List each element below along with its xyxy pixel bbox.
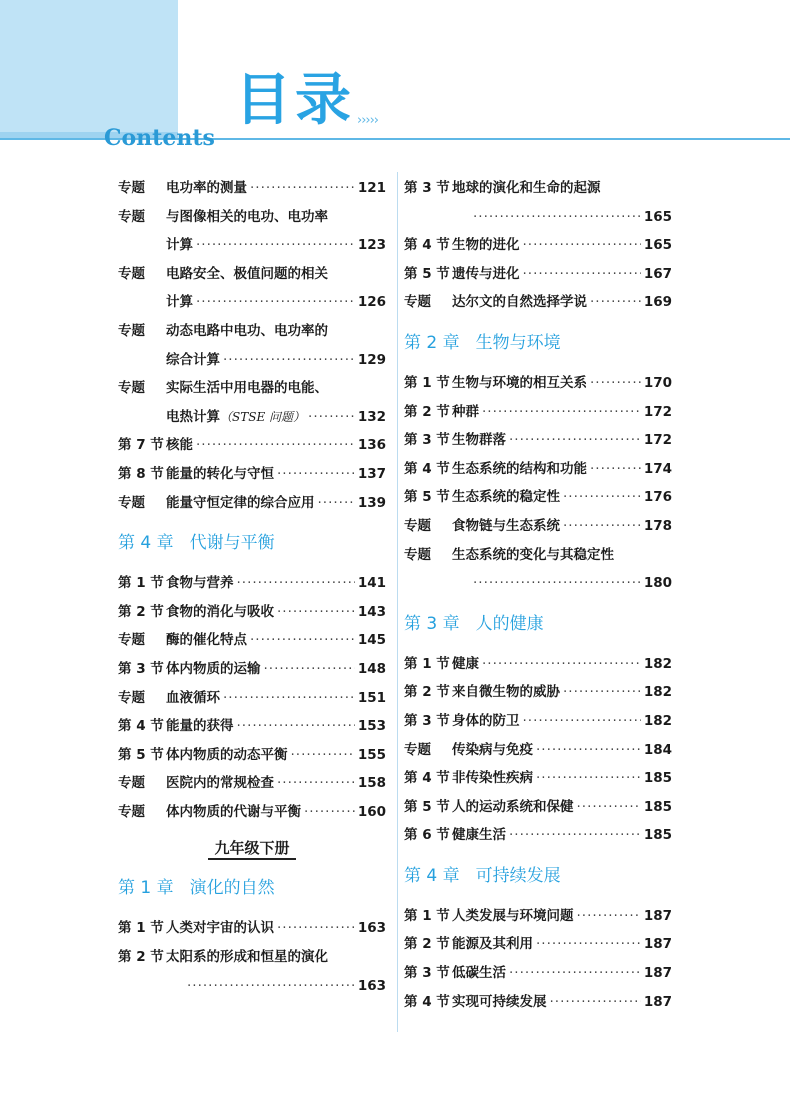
entry-title: 非传染性疾病 [452,770,533,787]
entry-label: 第 1 节 [118,575,164,592]
entry-page: 121 [357,180,386,196]
entry-label: 第 4 节 [118,718,164,735]
entry-label: 第 3 节 [404,965,450,982]
entry-title: 健康生活 [452,827,506,844]
entry-title: 能源及其利用 [452,936,533,953]
entry-title: 体内物质的运输 [166,660,261,677]
entry-title: 遗传与进化 [452,265,520,282]
dot-leader [509,959,641,988]
entry-page: 184 [643,741,672,758]
entry-title: 电功率的测量 [166,180,247,196]
entry-title: 食物链与生态系统 [452,517,560,534]
entry-label: 第 1 节 [404,374,450,391]
entry-page: 182 [643,712,672,729]
toc-entry[interactable] [404,260,672,289]
entry-page: 160 [357,803,386,820]
toc-entry[interactable] [404,988,672,1017]
entry-page: 158 [357,775,386,792]
toc-entry[interactable] [404,930,672,959]
dot-leader [509,821,641,850]
entry-label: 第 1 节 [118,920,164,937]
entry-page: 185 [643,770,672,787]
entry-title: 生态系统的结构和功能 [452,460,587,477]
entry-label: 第 5 节 [118,746,164,763]
toc-entry[interactable] [118,460,386,489]
dot-leader [277,460,355,489]
entry-label: 专题 [118,494,145,511]
entry-page: 176 [643,489,672,506]
entry-page: 187 [643,965,672,982]
dot-leader [318,489,355,518]
entry-page: 170 [643,374,672,391]
dot-leader [250,174,355,203]
toc-entry-multiline[interactable]: 专题 电路安全、极值问题的相关 计算 ····· 126 [118,260,386,317]
toc-entry-multiline[interactable]: 专题 实际生活中用电器的电能、 电热计算 （STSE 问题） ····· 132 [118,374,386,431]
toc-entry[interactable] [118,712,386,741]
entry-page: 137 [357,465,386,482]
dot-leader [250,626,355,655]
toc-left-column [118,174,386,1000]
column-divider [397,172,398,1032]
entry-title: 生物群落 [452,432,506,449]
toc-group-right-4 [404,902,672,1016]
toc-entry[interactable] [404,483,672,512]
dot-leader [523,260,641,289]
entry-title: 食物的消化与吸收 [166,603,274,620]
dot-leader [536,736,641,765]
entry-page: 143 [357,603,386,620]
toc-entry-multiline[interactable]: 专题 动态电路中电功、电功率的 综合计算 ····· 129 [118,317,386,374]
chevron-arrows-icon: ››››› [357,113,378,128]
entry-label: 专题 [404,517,431,534]
entry-label: 第 3 节 [118,660,164,677]
entry-page: 165 [643,237,672,254]
page-subtitle: Contents [104,125,215,151]
entry-title: 食物与营养 [166,575,234,592]
entry-title: 来自微生物的威胁 [452,684,560,701]
entry-page: 155 [357,746,386,763]
toc-entry[interactable] [404,369,672,398]
entry-label: 第 2 节 [404,403,450,420]
toc-group-left-2 [118,431,386,517]
dot-leader [237,712,355,741]
entry-label: 第 8 节 [118,465,164,482]
entry-title: 达尔文的自然选择学说 [452,294,587,311]
entry-label: 第 5 节 [404,265,450,282]
dot-leader [563,678,641,707]
toc-group-left-1 [118,174,386,203]
dot-leader [196,431,355,460]
toc-entry[interactable] [118,431,386,460]
entry-page: 185 [643,827,672,844]
toc-entry[interactable] [404,821,672,850]
entry-page: 145 [357,632,386,649]
toc-entry-multiline[interactable]: 第 3 节 地球的演化和生命的起源 ····· 165 [404,174,672,231]
dot-leader [223,684,355,713]
entry-page: 148 [357,660,386,677]
dot-leader [563,512,641,541]
entry-title: 人类对宇宙的认识 [166,920,274,937]
dot-leader [577,902,641,931]
entry-label: 第 6 节 [404,827,450,844]
toc-group-right-2 [404,369,672,541]
entry-label: 第 4 节 [404,460,450,477]
toc-entry[interactable] [404,959,672,988]
entry-label: 专题 [118,180,145,196]
toc-entry[interactable] [404,764,672,793]
dot-leader [536,930,641,959]
chapter-heading[interactable]: 第 4 章 代谢与平衡 [118,533,275,554]
toc-entry[interactable] [118,684,386,713]
toc-entry[interactable] [404,398,672,427]
toc-entry[interactable] [404,288,672,317]
dot-leader [482,398,641,427]
toc-entry[interactable] [404,678,672,707]
toc-group-left-4 [118,914,386,943]
toc-entry-multiline[interactable]: 专题 与图像相关的电功、电功率 计算 ····· 123 [118,203,386,260]
entry-title: 体内物质的代谢与平衡 [166,803,301,820]
entry-title: 生态系统的稳定性 [452,489,560,506]
entry-title: 实现可持续发展 [452,993,547,1010]
entry-page: 153 [357,718,386,735]
entry-page: 187 [643,907,672,924]
toc-entry[interactable] [404,512,672,541]
dot-leader [509,426,641,455]
toc-entry[interactable] [404,707,672,736]
dot-leader [482,650,641,679]
toc-right-column [404,174,672,1016]
header-color-block [0,0,178,138]
entry-title: 人的运动系统和保健 [452,798,574,815]
entry-label: 第 4 节 [404,993,450,1010]
dot-leader [563,483,641,512]
entry-label: 第 1 节 [404,907,450,924]
entry-label: 第 2 节 [404,936,450,953]
toc-entry[interactable] [404,902,672,931]
entry-page: 178 [643,517,672,534]
entry-label: 第 3 节 [404,712,450,729]
entry-label: 专题 [118,689,145,706]
entry-page: 151 [357,689,386,706]
toc-entry[interactable] [118,569,386,598]
entry-label: 专题 [404,741,431,758]
toc-group-right-1 [404,231,672,317]
toc-entry[interactable] [118,174,386,203]
entry-label: 第 7 节 [118,437,164,454]
toc-entry[interactable] [118,798,386,827]
entry-title: 能量的获得 [166,718,234,735]
entry-page: 169 [643,294,672,311]
entry-page: 182 [643,684,672,701]
dot-leader [523,707,641,736]
entry-label: 第 5 节 [404,489,450,506]
chapter-heading[interactable]: 第 2 章 生物与环境 [404,332,561,353]
toc-group-left-3 [118,569,386,826]
dot-leader [277,769,355,798]
entry-page: 136 [357,437,386,454]
entry-label: 第 3 节 [404,432,450,449]
entry-title: 医院内的常规检查 [166,775,274,792]
dot-leader [264,655,355,684]
entry-label: 专题 [118,803,145,820]
toc-entry[interactable] [118,655,386,684]
dot-leader [590,455,641,484]
toc-entry[interactable] [118,598,386,627]
entry-page: 167 [643,265,672,282]
toc-entry[interactable] [404,426,672,455]
toc-entry[interactable] [118,741,386,770]
entry-label: 第 1 节 [404,655,450,672]
entry-page: 182 [643,655,672,672]
entry-label: 专题 [118,775,145,792]
entry-label: 第 5 节 [404,798,450,815]
dot-leader [590,288,641,317]
entry-title: 核能 [166,437,193,454]
entry-title: 传染病与免疫 [452,741,533,758]
entry-label: 专题 [118,632,145,649]
entry-page: 187 [643,936,672,953]
dot-leader [523,231,641,260]
entry-page: 172 [643,432,672,449]
dot-leader [237,569,355,598]
dot-leader [304,798,355,827]
dot-leader [577,793,641,822]
toc-entry[interactable] [404,793,672,822]
entry-title: 健康 [452,655,479,672]
entry-page: 163 [357,920,386,937]
entry-title: 种群 [452,403,479,420]
entry-page: 185 [643,798,672,815]
entry-page: 187 [643,993,672,1010]
dot-leader [277,598,355,627]
toc-entry[interactable] [118,769,386,798]
dot-leader [550,988,641,1017]
toc-entry-multiline[interactable]: 第 2 节 太阳系的形成和恒星的演化 ····· 163 [118,943,386,1000]
grade-heading: 九年级下册 [118,834,386,862]
entry-title: 生物与环境的相互关系 [452,374,587,391]
entry-label: 第 2 节 [404,684,450,701]
toc-entry[interactable] [404,455,672,484]
entry-title: 体内物质的动态平衡 [166,746,288,763]
toc-entry[interactable] [118,626,386,655]
page-title: 目录 [235,68,355,133]
toc-entry[interactable] [404,650,672,679]
entry-title: 身体的防卫 [452,712,520,729]
dot-leader [291,741,355,770]
dot-leader [536,764,641,793]
entry-page: 139 [357,494,386,511]
chapter-heading[interactable]: 第 4 章 可持续发展 [404,865,561,886]
entry-title: 能量的转化与守恒 [166,465,274,482]
toc-entry[interactable] [118,489,386,518]
entry-page: 172 [643,403,672,420]
entry-title: 生物的进化 [452,237,520,254]
entry-label: 第 2 节 [118,603,164,620]
entry-page: 141 [357,575,386,592]
toc-entry[interactable] [404,736,672,765]
entry-page: 174 [643,460,672,477]
toc-entry-multiline[interactable]: 专题 生态系统的变化与其稳定性 ····· 180 [404,541,672,598]
dot-leader [277,914,355,943]
chapter-heading[interactable]: 第 1 章 演化的自然 [118,878,275,899]
toc-entry[interactable] [118,914,386,943]
entry-title: 人类发展与环境问题 [452,907,574,924]
entry-title: 能量守恒定律的综合应用 [166,494,315,511]
entry-label: 第 4 节 [404,770,450,787]
entry-title: 酶的催化特点 [166,632,247,649]
dot-leader [590,369,641,398]
entry-title: 低碳生活 [452,965,506,982]
entry-label: 专题 [404,294,431,311]
entry-label: 第 4 节 [404,237,450,254]
toc-group-right-3 [404,650,672,850]
toc-entry[interactable] [404,231,672,260]
entry-title: 血液循环 [166,689,220,706]
chapter-heading[interactable]: 第 3 章 人的健康 [404,613,544,634]
